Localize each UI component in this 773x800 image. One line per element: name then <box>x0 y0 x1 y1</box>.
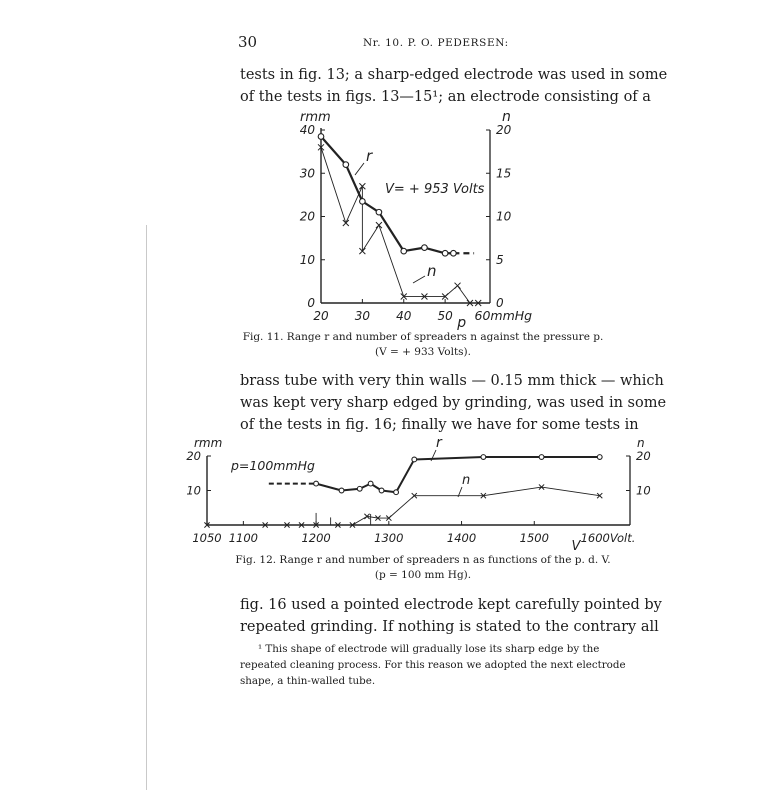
y2-tick-label: 20 <box>636 449 651 463</box>
data-point-circle <box>379 488 384 493</box>
footnote-line: shape, a thin-walled tube. <box>240 675 376 687</box>
y2-tick-label: 10 <box>496 209 512 224</box>
series-r-label: r <box>366 147 373 165</box>
body-line: tests in fig. 13; a sharp-edged electrode was used in some <box>240 67 668 83</box>
footnote <box>240 641 626 689</box>
x-tick-label: 30 <box>354 309 371 323</box>
x-tick-label: 20 <box>313 309 329 323</box>
body-line: fig. 16 used a pointed electrode kept carefully pointed by <box>240 597 662 613</box>
figure-11-caption <box>240 330 606 360</box>
data-point-circle <box>394 490 399 495</box>
footnote-line: repeated cleaning process. For this reason we adopted the next electrode <box>240 659 626 671</box>
data-point-circle <box>368 481 373 486</box>
caption-line: Fig. 12. Range r and number of spreaders n as functions of the p. d. V. <box>235 554 611 566</box>
y2-tick-label: 20 <box>496 123 512 137</box>
data-point-circle <box>451 250 457 256</box>
x-end-label: 1600Volt. <box>580 531 636 545</box>
caption-line: (p = 100 mm Hg). <box>374 569 472 581</box>
x-tick-label: 40 <box>396 309 412 323</box>
series-n-line <box>321 147 478 303</box>
data-point-cross <box>376 222 382 228</box>
data-point-circle <box>422 245 428 251</box>
x-tick-label: 1050 <box>192 531 222 545</box>
data-point-circle <box>442 250 448 256</box>
x-tick-label: 1100 <box>228 531 259 545</box>
figure-12-caption <box>230 553 616 583</box>
data-point-circle <box>343 162 349 168</box>
y2-tick-label: 10 <box>636 483 651 498</box>
x-tick-label: 50 <box>437 309 453 323</box>
body-line: repeated grinding. If nothing is stated to the contrary all <box>240 619 659 635</box>
x-tick-label: 1300 <box>374 531 404 545</box>
data-point-circle <box>539 455 544 460</box>
caption-line: (V = + 933 Volts). <box>374 346 471 358</box>
y-tick-label: 10 <box>299 252 315 267</box>
x-end-label: 60mmHg <box>474 308 533 323</box>
data-point-circle <box>412 457 417 462</box>
series-n-label: n <box>427 262 437 280</box>
data-point-circle <box>339 488 344 493</box>
data-point-circle <box>318 134 324 140</box>
y2-tick-label: 0 <box>496 296 504 310</box>
right-axis-title: n <box>637 436 645 450</box>
y-tick-label: 10 <box>186 483 201 498</box>
series-n-pointer <box>413 276 425 283</box>
x-axis-title: V <box>571 539 581 554</box>
body-line: was kept very sharp edged by grinding, was used in some <box>240 395 667 411</box>
body-line: of the tests in fig. 16; finally we have for some tests in <box>240 417 639 433</box>
series-r-label: r <box>436 435 442 451</box>
data-point-circle <box>481 455 486 460</box>
body-line: brass tube with very thin walls — 0.15 mm thick — which <box>240 373 664 389</box>
data-point-circle <box>357 486 362 491</box>
figure-annotation: p=100mmHg <box>231 458 315 473</box>
page-number: 30 <box>238 33 258 51</box>
data-point-circle <box>401 248 407 254</box>
data-point-cross <box>455 283 461 289</box>
y2-tick-label: 5 <box>496 252 504 267</box>
footnote-line: ¹ This shape of electrode will gradually lose its sharp edge by the <box>258 643 600 655</box>
running-head: Nr. 10. P. O. PEDERSEN: <box>363 37 509 49</box>
series-n-line <box>207 487 600 525</box>
caption-line: Fig. 11. Range r and number of spreaders n against the pressure p. <box>242 331 604 343</box>
figure-11-chart <box>300 109 532 331</box>
right-axis-title: n <box>502 109 511 125</box>
x-axis-title: p <box>457 315 467 331</box>
left-axis-title: rmm <box>300 110 331 125</box>
y-tick-label: 0 <box>307 296 315 310</box>
series-r-pointer <box>355 163 364 175</box>
figure-annotation: V= + 953 Volts <box>385 182 485 197</box>
x-tick-label: 1400 <box>446 531 477 545</box>
data-point-circle <box>597 455 602 460</box>
data-point-circle <box>360 199 366 205</box>
x-tick-label: 1500 <box>519 531 549 545</box>
data-point-circle <box>314 481 319 486</box>
series-n-label: n <box>462 473 471 488</box>
body-line: of the tests in figs. 13—15¹; an electrode consisting of a <box>240 89 651 105</box>
left-axis-title: rmm <box>194 436 223 450</box>
x-tick-label: 1200 <box>301 531 331 545</box>
data-point-circle <box>376 209 382 215</box>
y-tick-label: 20 <box>186 449 201 463</box>
y-tick-label: 40 <box>299 123 315 137</box>
y2-tick-label: 15 <box>496 166 512 181</box>
data-point-cross <box>343 220 349 226</box>
y-tick-label: 20 <box>299 209 315 224</box>
figure-12-chart <box>186 435 650 554</box>
y-tick-label: 30 <box>299 166 315 181</box>
